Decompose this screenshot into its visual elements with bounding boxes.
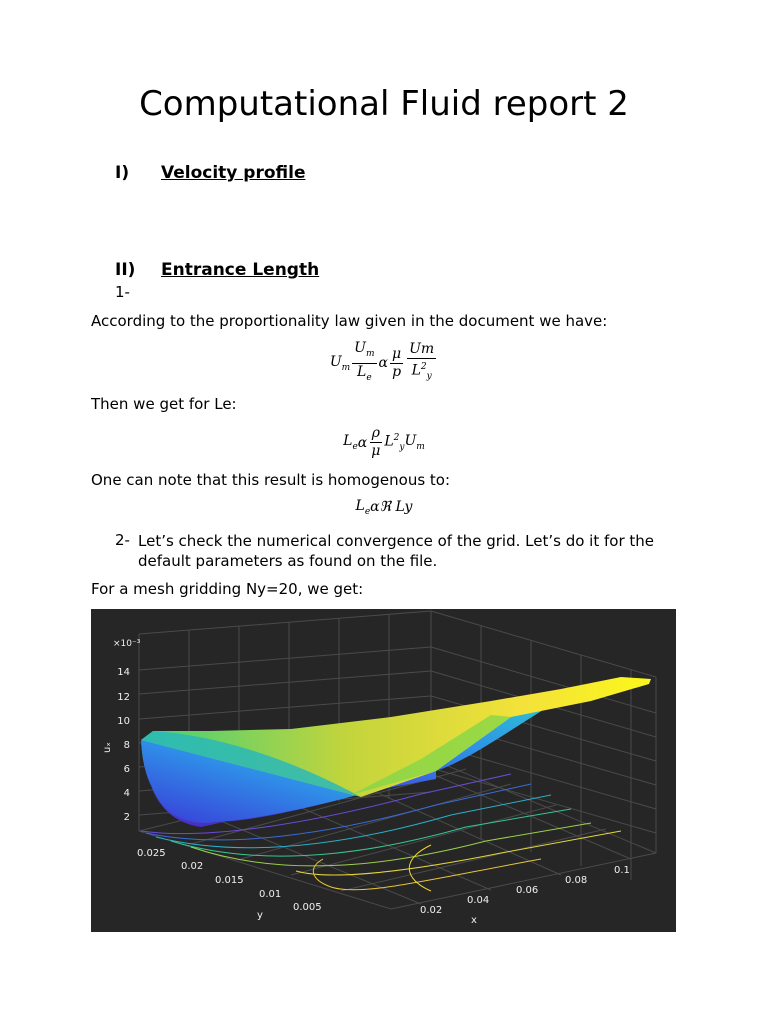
z-tick-10: 10	[117, 716, 130, 727]
list-item-2-text: Let’s check the numerical convergence of the grid. Let’s do it for the default parameters as found on the file.	[138, 532, 654, 570]
surface-plot-figure	[91, 609, 676, 932]
z-tick-6: 6	[123, 764, 130, 775]
section-2-title: Entrance Length	[161, 260, 320, 280]
paragraph-proportionality: According to the proportionality law given in the document we have:	[91, 312, 608, 330]
y-tick-0.01: 0.01	[259, 889, 282, 900]
section-1-title: Velocity profile	[161, 163, 306, 183]
y-tick-0.015: 0.015	[215, 875, 244, 886]
z-tick-2: 2	[123, 812, 130, 823]
section-1-number: I)	[115, 163, 130, 183]
list-item-1-marker: 1-	[115, 283, 130, 301]
y-tick-0.02: 0.02	[181, 861, 204, 872]
x-tick-0.1: 0.1	[614, 865, 630, 876]
equation-1: $U_m$ $\frac{U_m}{L_e}$ α $\frac{\mu}{p}$ $\frac{Um}{L^2_y}$	[329, 340, 435, 383]
section-2-number: II)	[115, 260, 136, 280]
x-axis-label: x	[471, 915, 477, 926]
z-tick-8: 8	[123, 740, 130, 751]
list-item-2-marker: 2-	[115, 531, 130, 549]
z-exponent-label: ×10⁻³	[113, 639, 141, 649]
x-tick-0.04: 0.04	[467, 895, 490, 906]
z-axis-label: uₓ	[102, 742, 113, 753]
paragraph-homogenous: One can note that this result is homogenous to:	[91, 471, 451, 489]
paragraph-then-le: Then we get for Le:	[91, 395, 237, 413]
z-tick-12: 12	[117, 692, 130, 703]
equation-2: $L_e$ α $\frac{\rho}{\mu}$ $L^2_y$ $U_m$	[343, 425, 425, 459]
z-tick-4: 4	[123, 788, 130, 799]
x-tick-0.06: 0.06	[516, 885, 539, 896]
equation-3: $L_e$ α ℜ Ly	[355, 498, 413, 517]
x-tick-0.02: 0.02	[420, 905, 443, 916]
z-tick-14: 14	[117, 667, 130, 678]
y-tick-0.025: 0.025	[137, 848, 166, 859]
y-axis-label: y	[257, 910, 263, 921]
y-tick-0.005: 0.005	[293, 902, 322, 913]
paragraph-mesh-gridding: For a mesh gridding Ny=20, we get:	[91, 580, 364, 598]
page-title: Computational Fluid report 2	[139, 84, 629, 124]
x-tick-0.08: 0.08	[565, 875, 588, 886]
